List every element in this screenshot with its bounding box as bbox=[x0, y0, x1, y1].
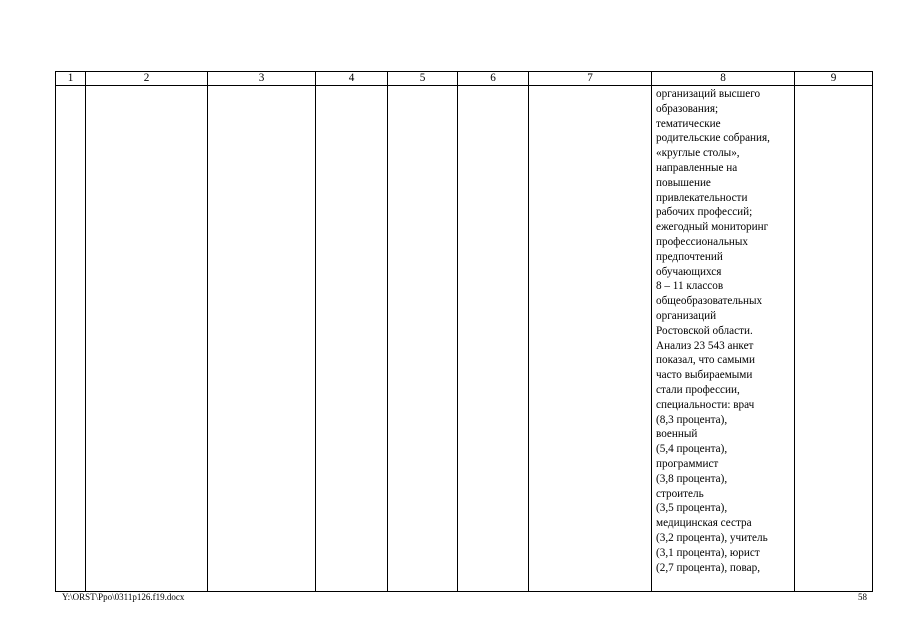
col-header-2: 2 bbox=[86, 72, 208, 86]
text-line: Ростовской области. bbox=[656, 324, 753, 337]
text-line: программист bbox=[656, 457, 719, 470]
text-line: стали профессии, bbox=[656, 383, 740, 396]
text-line: тематические bbox=[656, 117, 721, 130]
col-header-5: 5 bbox=[388, 72, 458, 86]
text-line: повышение bbox=[656, 176, 711, 189]
text-line: профессиональных bbox=[656, 235, 749, 248]
text-line: (8,3 процента), bbox=[656, 413, 728, 426]
cell-col-2 bbox=[86, 86, 208, 592]
text-line: родительские собрания, bbox=[656, 132, 770, 145]
header-row bbox=[56, 72, 873, 86]
text-line: медицинская сестра bbox=[656, 517, 752, 530]
text-line: (2,7 процента), повар, bbox=[656, 561, 761, 574]
cell-col-6 bbox=[458, 86, 529, 592]
col-header-3: 3 bbox=[208, 72, 316, 86]
text-line: предпочтений bbox=[656, 250, 723, 263]
footer-file-path: Y:\ORST\Ppo\0311p126.f19.docx bbox=[62, 592, 185, 602]
text-line: образования; bbox=[656, 102, 719, 115]
text-line: (3,1 процента), юрист bbox=[656, 546, 760, 559]
cell-col-8 bbox=[652, 86, 795, 592]
footer-page-number: 58 bbox=[858, 592, 867, 602]
col-header-8: 8 bbox=[652, 72, 795, 86]
cell-col-3 bbox=[208, 86, 316, 592]
text-line: (5,4 процента), bbox=[656, 443, 728, 456]
text-line: часто выбираемыми bbox=[656, 369, 753, 382]
text-line: строитель bbox=[656, 487, 704, 500]
text-line: общеобразовательных bbox=[656, 295, 763, 308]
text-line: (3,5 процента), bbox=[656, 502, 728, 515]
text-line: (3,8 процента), bbox=[656, 472, 728, 485]
cell-col-4 bbox=[316, 86, 388, 592]
cell-col-1 bbox=[56, 86, 86, 592]
col-header-7: 7 bbox=[529, 72, 652, 86]
text-line: организаций высшего bbox=[656, 88, 761, 100]
text-line: военный bbox=[656, 428, 698, 441]
text-line: показал, что самыми bbox=[656, 354, 755, 367]
col8-text-block bbox=[652, 86, 794, 575]
main-table bbox=[55, 71, 873, 592]
text-line: обучающихся bbox=[656, 265, 722, 278]
text-line: организаций bbox=[656, 309, 717, 322]
col-header-6: 6 bbox=[458, 72, 529, 86]
text-line: 8 – 11 классов bbox=[656, 280, 724, 293]
cell-col-9 bbox=[795, 86, 873, 592]
col-header-4: 4 bbox=[316, 72, 388, 86]
text-line: ежегодный мониторинг bbox=[656, 221, 769, 234]
table-row bbox=[56, 86, 873, 592]
text-line: Анализ 23 543 анкет bbox=[656, 339, 754, 352]
text-line: рабочих профессий; bbox=[656, 206, 753, 219]
text-line: «круглые столы», bbox=[656, 147, 740, 160]
text-line: специальности: врач bbox=[656, 398, 755, 411]
text-line: (3,2 процента), учитель bbox=[656, 531, 768, 544]
cell-col-5 bbox=[388, 86, 458, 592]
text-line: направленные на bbox=[656, 161, 738, 174]
cell-col-7 bbox=[529, 86, 652, 592]
text-line: привлекательности bbox=[656, 191, 748, 204]
col-header-9: 9 bbox=[795, 72, 873, 86]
col-header-1: 1 bbox=[56, 72, 86, 86]
